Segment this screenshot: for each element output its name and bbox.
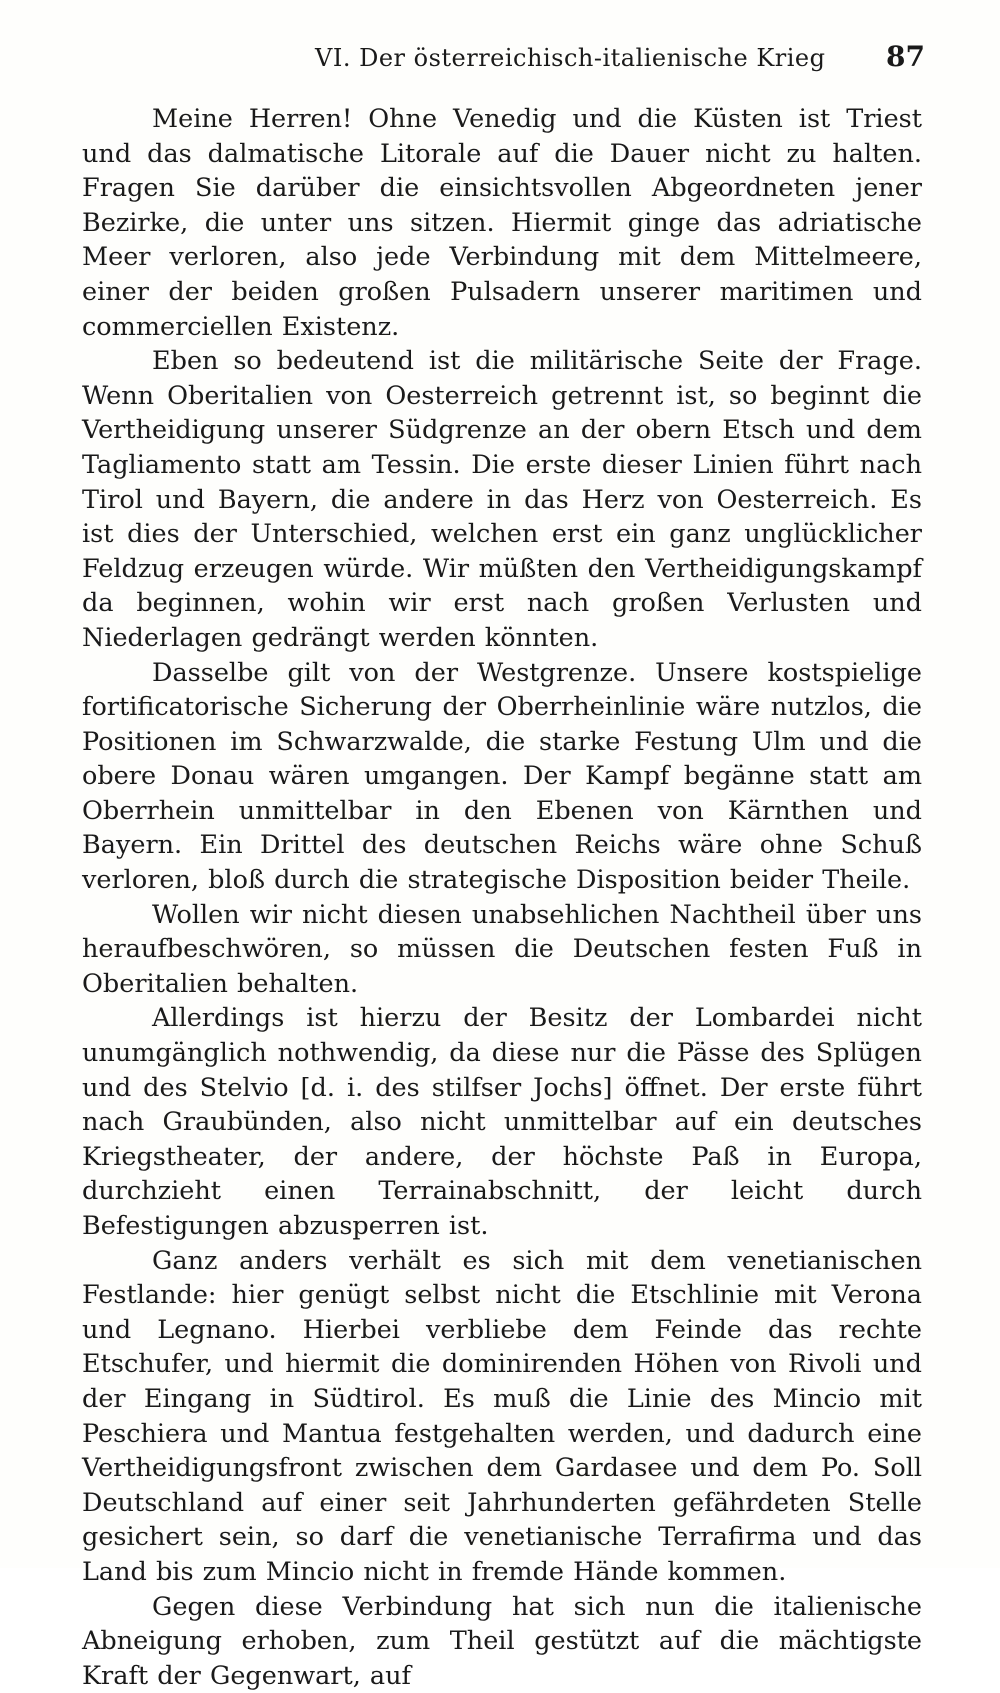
paragraph: Meine Herren! Ohne Venedig und die Küsten ist Triest und das dalmatische Litorale auf die Dauer nicht zu halten. Fragen Sie darüber die einsichtsvollen Abgeordneten jener Bezirke, die unter uns sitzen. Hiermit ginge das adriatische Meer verloren, also jede Verbindung mit dem Mittelmeere, einer der beiden großen Pulsadern unserer maritimen und commerciellen Existenz. [82,104,922,342]
running-head [80,40,925,80]
paragraph: Dasselbe gilt von der Westgrenze. Unsere kostspielige fortificatorische Sicherung der Oberrheinlinie wäre nutzlos, die Positionen im Schwarzwalde, die starke Festung Ulm und die obere Donau wären umgangen. Der Kampf begänne statt am Oberrhein unmittelbar in den Ebenen von Kärnthen und Bayern. Ein Drittel des deutschen Reichs wäre ohne Schuß verloren, bloß durch die strategische Disposition beider Theile. [82,657,922,896]
page-number: 87 [886,40,925,73]
paragraph: Ganz anders verhält es sich mit dem venetianischen Festlande: hier genügt selbst nicht die Etschlinie mit Verona und Legnano. Hierbei verbliebe dem Feinde das rechte Etschufer, und hiermit die dominirenden Höhen von Rivoli und der Eingang in Südtirol. Es muß die Linie des Mincio mit Peschiera und Mantua festgehalten werden, und dadurch eine Vertheidigungsfront zwischen dem Gardasee und dem Po. Soll Deutschland auf einer seit Jahrhunderten gefährdeten Stelle gesichert sein, so darf die venetianische Terrafirma und das Land bis zum Mincio nicht in fremde Hände kommen. [82,1245,922,1587]
paragraph: Allerdings ist hierzu der Besitz der Lombardei nicht unumgänglich nothwendig, da diese nur die Pässe des Splügen und des Stelvio [d. i. des stilfser Jochs] öffnet. Der erste führt nach Graubünden, also nicht unmittelbar auf ein deutsches Kriegstheater, der andere, der höchste Paß in Europa, durchzieht einen Terrainabschnitt, der leicht durch Befestigungen abzusperren ist. [82,1003,922,1241]
paragraph: Eben so bedeutend ist die militärische Seite der Frage. Wenn Oberitalien von Oesterreich getrennt ist, so beginnt die Vertheidigung unserer Südgrenze an der obern Etsch und dem Tagliamento statt am Tessin. Die erste dieser Linien führt nach Tirol und Bayern, die andere in das Herz von Oesterreich. Es ist dies der Unterschied, welchen erst ein ganz unglücklicher Feldzug erzeugen würde. Wir müßten den Vertheidigungskampf da beginnen, wohin wir erst nach großen Verlusten und Niederlagen gedrängt werden könnten. [82,346,922,653]
paragraph: Gegen diese Verbindung hat sich nun die italienische Abneigung erhoben, zum Theil gestützt auf die mächtigste Kraft der Gegenwart, auf [82,1591,922,1691]
paragraph: Wollen wir nicht diesen unabsehlichen Nachtheil über uns heraufbeschwören, so müssen die Deutschen festen Fuß in Oberitalien behalten. [82,899,922,999]
body-text [82,102,922,1693]
running-title: VI. Der österreichisch-italienische Krieg [315,44,826,72]
